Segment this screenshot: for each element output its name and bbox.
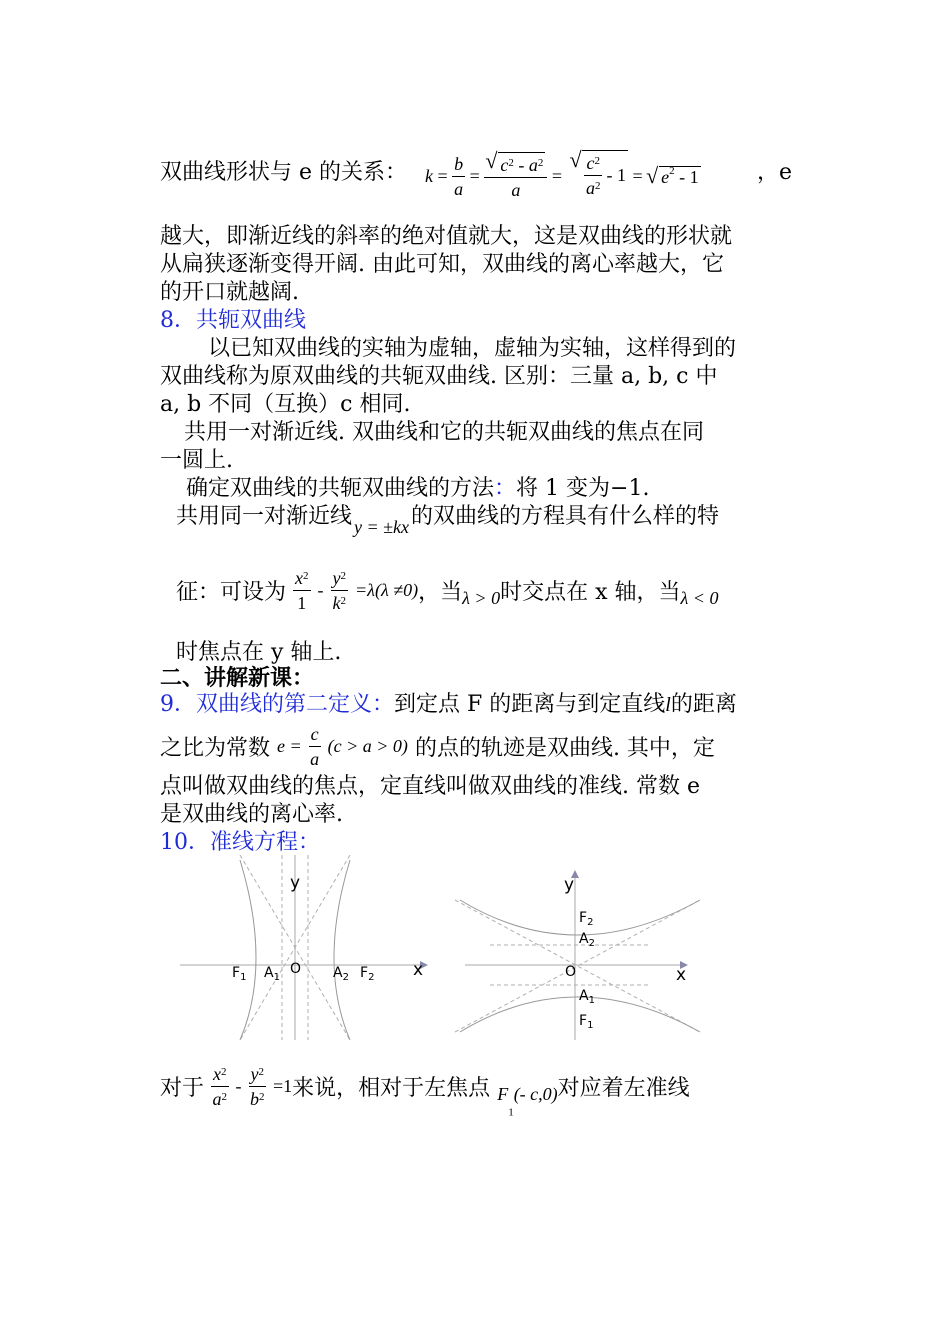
para9-line-4: 是双曲线的离心率.	[160, 802, 343, 827]
sqrt-c2-a2-over-a: √ $\frac{c^2 - a^2}{a}$	[484, 152, 547, 202]
svg-text:y: y	[290, 873, 301, 893]
svg-text:F2: $F_2$	[579, 910, 594, 928]
relation-label: 双曲线形状与 e 的关系：	[160, 160, 408, 185]
svg-text:A1: $A_1$	[264, 965, 280, 983]
para8-line-2: 双曲线称为原双曲线的共轭双曲线. 区别：三量 a, b, c 中	[160, 364, 718, 389]
svg-text:F2: $F_2$	[360, 965, 375, 983]
svg-text:y: y	[564, 875, 575, 895]
eccentricity-relation-line	[160, 160, 407, 186]
para8-line-4: 共用一对渐近线. 双曲线和它的共轭双曲线的焦点在同	[184, 420, 704, 445]
para8-line-5: 一圆上.	[160, 448, 233, 473]
svg-text:O: O	[565, 964, 577, 980]
last-line: 对于 $\frac{x^2}{a^2}$ - $\frac{y^2}{b^2}$ =1来说，相对于左焦点 $_{F1(- c,0)}$对应着左准线	[160, 1064, 690, 1119]
figure-vertical-hyperbola	[450, 870, 710, 1040]
svg-text:x: x	[413, 960, 424, 980]
heading-directrix-equation: 10．准线方程：	[160, 830, 320, 855]
para8-line-7: 共用同一对渐近线 $_{y = \pm kx}$的双曲线的方程具有什么样的特	[176, 504, 720, 537]
figure-horizontal-hyperbola	[180, 855, 430, 1040]
para8-line-6: 确定双曲线的共轭双曲线的方法：将 1 变为−1.	[186, 476, 650, 501]
para8-line-9: 时焦点在 y 轴上.	[176, 640, 342, 665]
para-line-3: 从扁狭逐渐变得开阔. 由此可知，双曲线的离心率越大，它	[160, 252, 724, 277]
para8-line-3: a, b 不同（互换）c 相同.	[160, 392, 411, 417]
para9-line-1: 9．双曲线的第二定义：到定点 F 的距离与到定直线l的距离	[160, 692, 737, 717]
sqrt-c2-over-a2-minus-1: √ $\frac{c^2}{a^2}$ - 1	[582, 150, 628, 203]
svg-text:F1: $F_1$	[232, 965, 247, 983]
heading-conjugate-hyperbola: 8．共轭双曲线	[160, 308, 306, 333]
eccentricity-formula: k = $\frac{b}{a}$ = √ $\frac{c^2 - a^2}{a}$ = √ $\frac{c^2}{a^2}$ - 1 = √ $e^2 - 1$	[425, 150, 701, 210]
para9-line-3: 点叫做双曲线的焦点，定直线叫做双曲线的准线. 常数 e	[160, 774, 701, 799]
comma-e: ，e	[757, 160, 793, 185]
para8-line-8: 征：可设为 $\frac{x^2}{1}$ - $\frac{y^2}{k^2}$ =λ(λ ≠0)，当$_{\lambda > 0}$时交点在 x 轴，当$_{\lambda < 0}$	[176, 568, 719, 613]
svg-text:x: x	[676, 965, 687, 985]
svg-text:A2: $A_2$	[579, 931, 595, 949]
para9-line-2: 之比为常数 e = $\frac{c}{a}$ (c > a > 0) 的点的轨迹是双曲线. 其中，定	[160, 724, 715, 769]
svg-text:A2: $A_2$	[333, 965, 349, 983]
para-line-2: 越大，即渐近线的斜率的绝对值就大，这是双曲线的形状就	[160, 224, 733, 249]
svg-text:A1: $A_1$	[579, 988, 595, 1006]
svg-text:F1: $F_1$	[579, 1013, 594, 1031]
sqrt-e2-minus-1: √ $e^2 - 1$	[659, 166, 701, 188]
para8-line-1: 以已知双曲线的实轴为虚轴，虚轴为实轴，这样得到的	[208, 336, 737, 361]
svg-text:O: O	[290, 961, 302, 977]
heading-new-lesson: 二、讲解新课：	[160, 666, 315, 691]
para-line-4: 的开口就越阔.	[160, 280, 299, 305]
b-over-a: $\frac{b}{a}$	[454, 154, 464, 199]
